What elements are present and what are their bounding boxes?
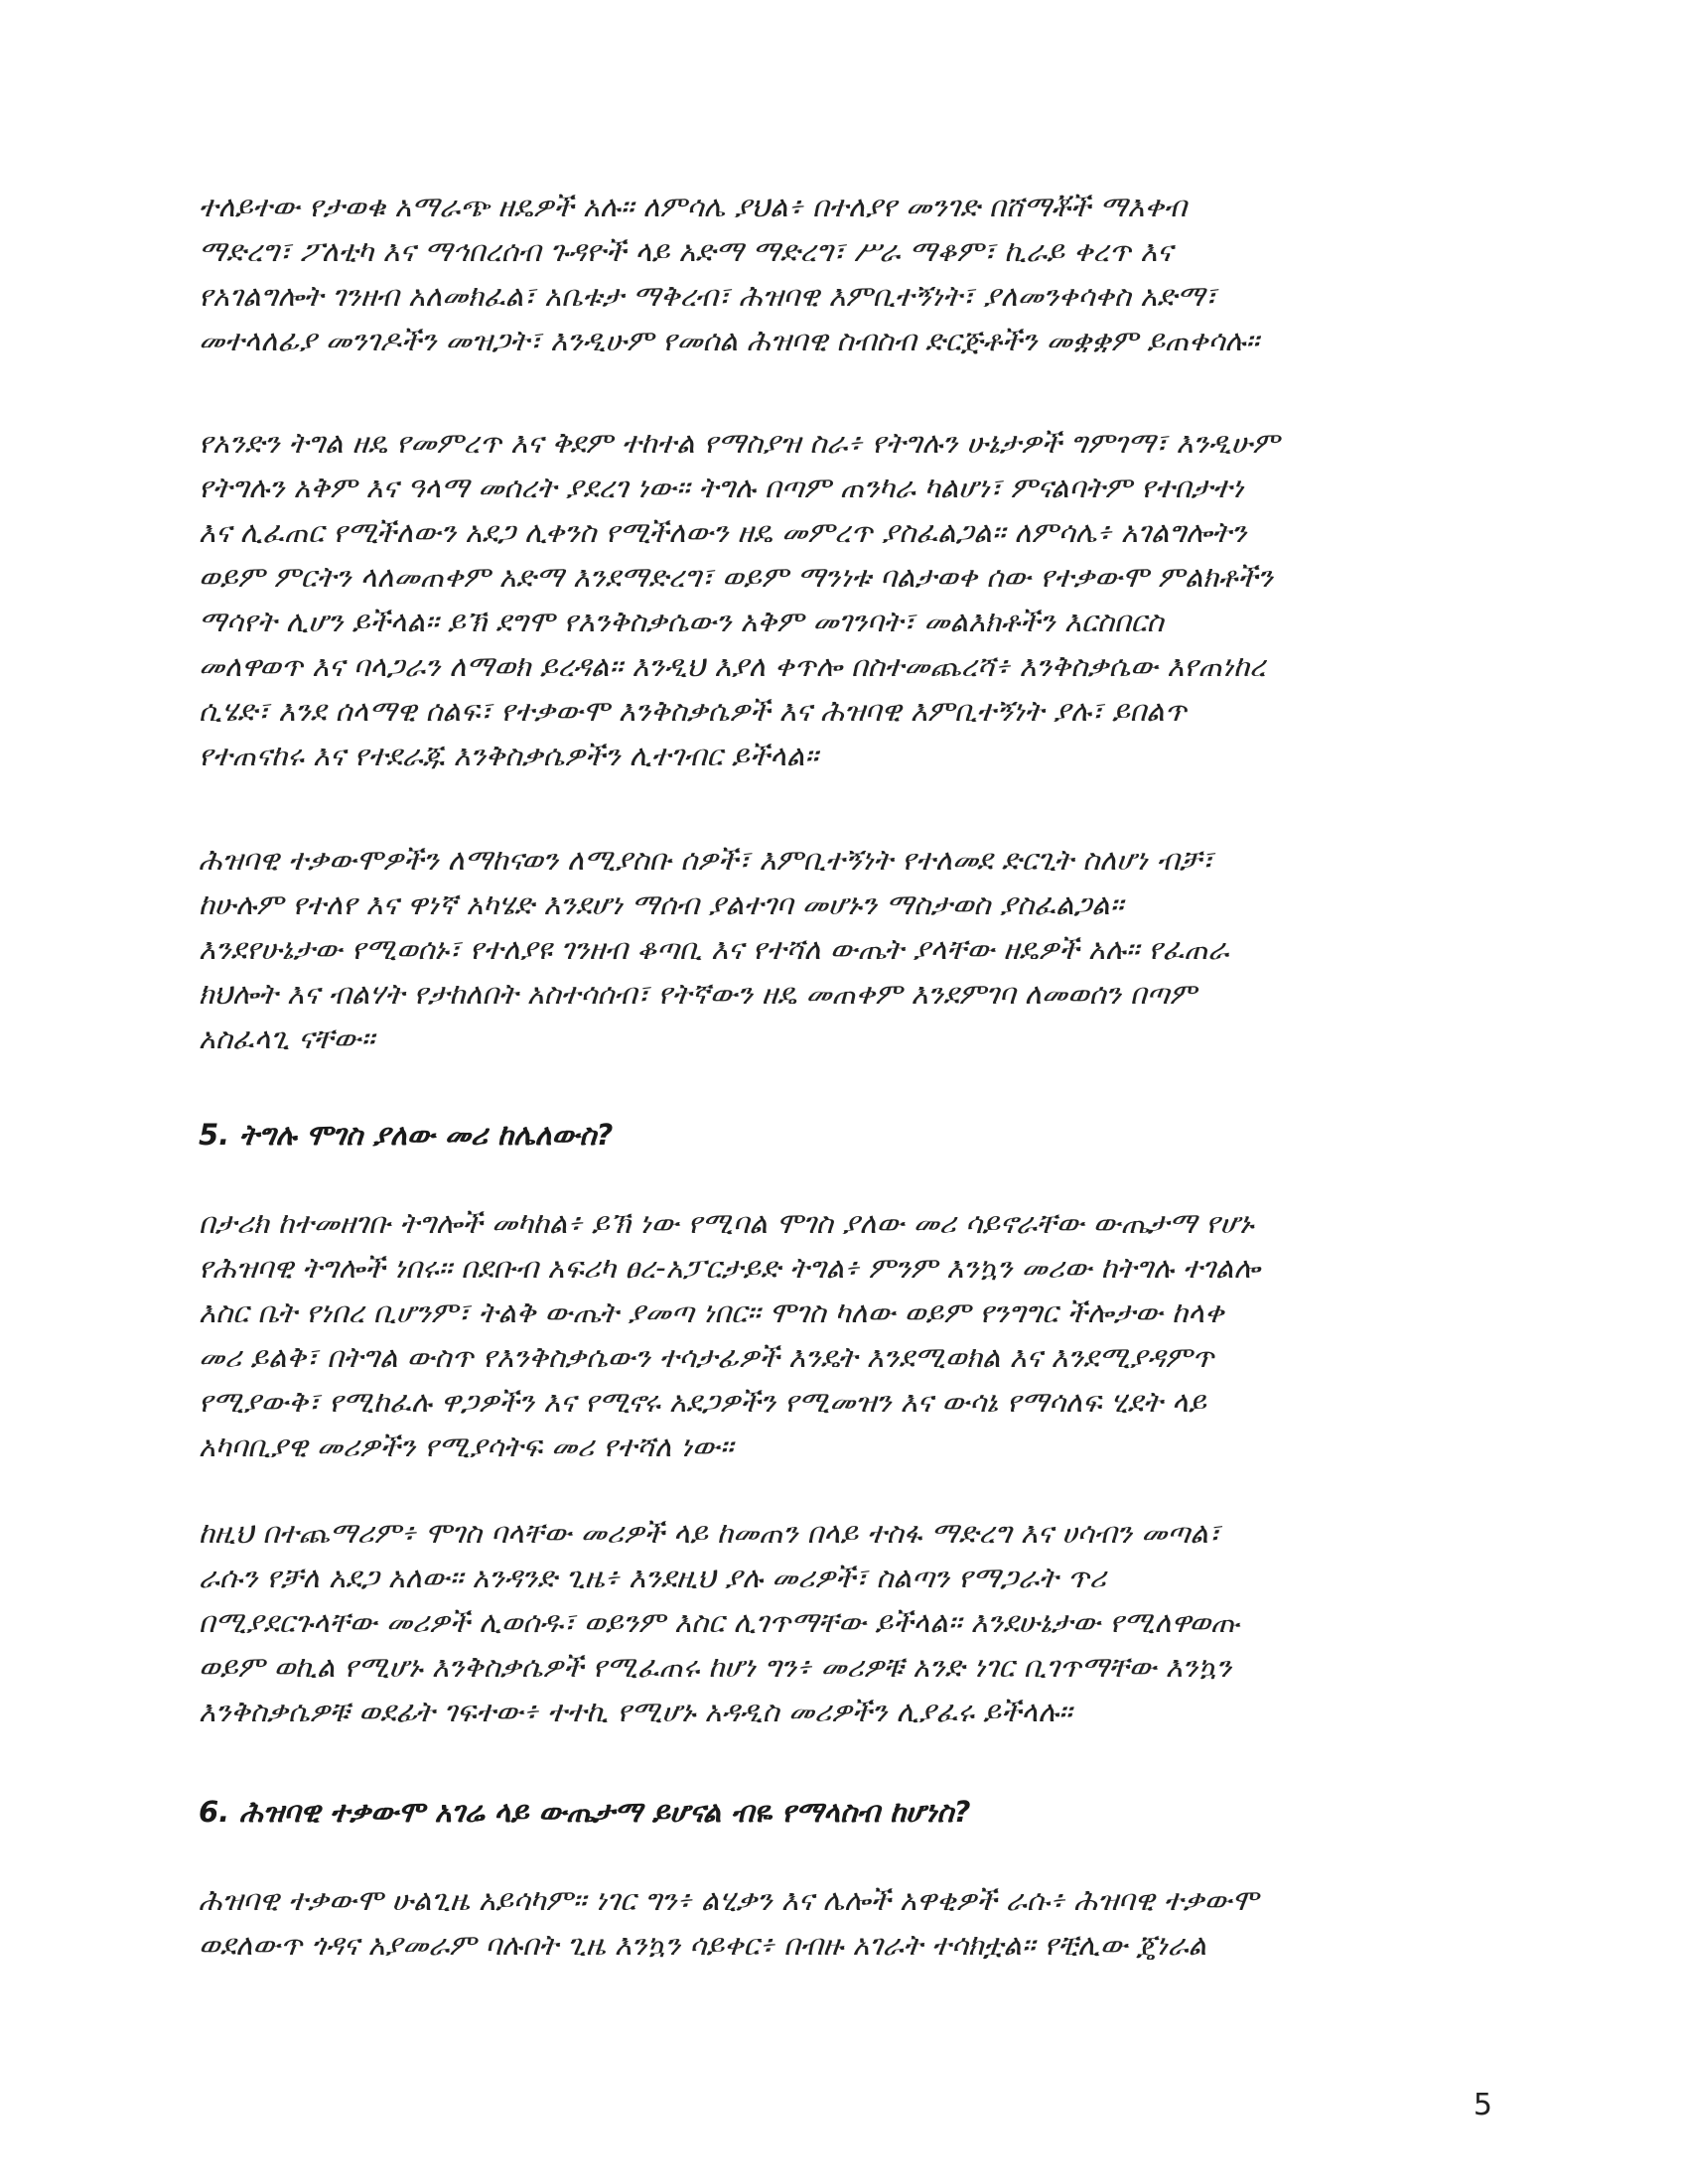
paragraph-historic-struggles: በታሪክ ከተመዘገቡ ትግሎች መካከል፥ ይኽ ነው የሚባል ሞገስ ያለው መሪ ሳይኖራቸው ውጤታማ የሆኑ የሕዝባዊ ትግሎች ነበሩ። በደቡብ አፍሪካ ፀረ-አፓርታይድ ትግል፥ ምንም እንኳን መሪው ከትግሉ ተገልሎ እስር ቤት የነበረ ቢሆንም፣ ትልቅ ውጤት ያመጣ ነበር። ሞገስ ካለው ወይም የንግግር ችሎታው ከላቀ መሪ ይልቅ፣ በትግል ውስጥ የእንቅስቃሴውን ተሳታፊዎች እንዴት እንደሚወክል እና እንደሚያዳምጥ የሚያውቅ፣ የሚከፈሉ ዋጋዎችን እና የሚኖሩ አደጋዎችን የሚመዝን እና ውሳኔ የማሳለፍ ሂደት ላይ አካባቢያዊ መሪዎችን የሚያሳትፍ መሪ የተሻለ ነው። bbox=[199, 1206, 1260, 1463]
paragraph-creative-thinking: ሕዝባዊ ተቃውሞዎችን ለማከናወን ለሚያስቡ ሰዎች፣ እምቢተኝነት የተለመደ ድርጊት ስለሆነ ብቻ፣ ከሁሉም የተለየ እና ዋነኛ አካሄድ እንደሆነ ማሰብ ያልተገባ መሆኑን ማስታወስ ያስፈልጋል። እንደየሁኔታው የሚወሰኑ፣ የተለያዩ ገንዘብ ቆጣቢ እና የተሻለ ውጤት ያላቸው ዘዴዎች አሉ። የፈጠራ ክህሎት እና ብልሃት የታከለበት አስተሳሰብ፣ የትኛውን ዘዴ መጠቀም እንደምገባ ለመወሰን በጣም አስፈላጊ ናቸው። bbox=[199, 843, 1229, 1055]
page-number: 5 bbox=[1473, 2088, 1492, 2122]
paragraph-leader-risks: ከዚህ በተጨማሪም፥ ሞገስ ባላቸው መሪዎች ላይ ከመጠን በላይ ተስፋ ማድረግ እና ሀሳብን መጣል፣ ራሱን የቻለ አደጋ አለው። አንዳንድ ጊዜ፥ እንደዚህ ያሉ መሪዎች፣ ስልጣን የማጋራት ጥሪ በሚያደርጉላቸው መሪዎች ሊወሰዱ፣ ወይንም እስር ሊገጥማቸው ይችላል። እንደሁኔታው የሚለዋወጡ ወይም ወኪል የሚሆኑ እንቅስቃሴዎች የሚፈጠሩ ከሆነ ግን፥ መሪዎቹ አንድ ነገር ቢገጥማቸው እንኳን እንቅስቃሴዎቹ ወደፊት ገፍተው፥ ተተኪ የሚሆኑ አዳዲስ መሪዎችን ሊያፈሩ ይችላሉ። bbox=[199, 1516, 1240, 1728]
section-heading-5: 5. ትግሉ ሞገስ ያለው መሪ ከሌለውስ? bbox=[199, 1118, 614, 1152]
section-heading-6: 6. ሕዝባዊ ተቃውሞ አገሬ ላይ ውጤታማ ይሆናል ብዬ የማላስብ ከሆነስ? bbox=[199, 1795, 971, 1829]
paragraph-alternative-methods: ተለይተው የታወቁ አማራጭ ዘዴዎች አሉ። ለምሳሌ ያህል፥ በተለያየ መንገድ በሸማቾች ማእቀብ ማድረግ፣ ፖለቲካ እና ማኅበረሰብ ጉዳዮች ላይ አድማ ማድረግ፣ ሥራ ማቆም፣ ኪራይ ቀረጥ እና የአገልግሎት ገንዘብ አለመክፈል፣ አቤቱታ ማቅረብ፣ ሕዝባዊ እምቢተኝነት፣ ያለመንቀሳቀስ አድማ፣ መተላለፊያ መንገዶችን መዝጋት፣ እንዲሁም የመሰል ሕዝባዊ ስብስብ ድርጅቶችን መቋቋም ይጠቀሳሉ። bbox=[199, 190, 1259, 357]
paragraph-resistance-success: ሕዝባዊ ተቃውሞ ሁልጊዜ አይሳካም። ነገር ግን፥ ልሂቃን እና ሌሎች አዋቂዎች ራሱ፥ ሕዝባዊ ተቃውሞ ወደለውጥ ጎዳና አያመራም ባሉበት ጊዜ እንኳን ሳይቀር፥ በብዙ አገራት ተሳክቷል። የቺሊው ጄነራል bbox=[199, 1883, 1259, 1962]
paragraph-choosing-methods: የአንድን ትግል ዘዴ የመምረጥ እና ቅደም ተከተል የማስያዝ ስራ፥ የትግሉን ሁኔታዎች ግምገማ፣ እንዲሁም የትግሉን አቅም እና ዓላማ መሰረት ያደረገ ነው። ትግሉ በጣም ጠንካራ ካልሆነ፣ ምናልባትም የተበታተነ እና ሊፈጠር የሚችለውን አደጋ ሊቀንስ የሚችለውን ዘዴ መምረጥ ያስፈልጋል። ለምሳሌ፥ አገልግሎትን ወይም ምርትን ላለመጠቀም አድማ እንደማድረግ፣ ወይም ማንነቱ ባልታወቀ ሰው የተቃውሞ ምልክቶችን ማሳየት ሊሆን ይችላል። ይኽ ደግሞ የእንቅስቃሴውን አቅም መገንባት፣ መልእክቶችን እርስበርስ መለዋወጥ እና ባላጋራን ለማወክ ይረዳል። እንዲህ እያለ ቀጥሎ በስተመጨረሻ፥ እንቅስቃሴው እየጠነከረ ሲሄድ፣ እንደ ሰላማዊ ሰልፍ፣ የተቃውሞ እንቅስቃሴዎች እና ሕዝባዊ እምቢተኝነት ያሉ፣ ይበልጥ የተጠናከሩ እና የተደራጁ እንቅስቃሴዎችን ሊተገብር ይችላል። bbox=[199, 426, 1280, 772]
